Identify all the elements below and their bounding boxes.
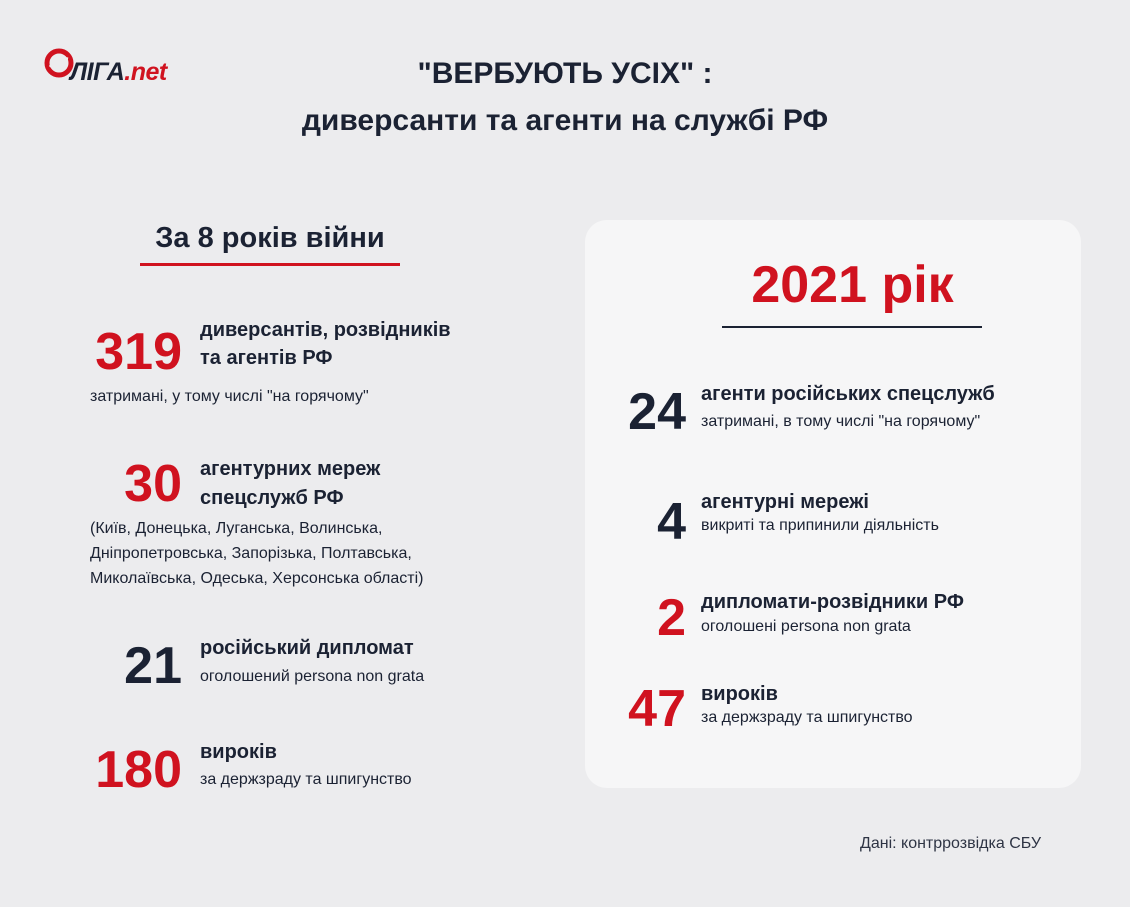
stat-description: викриті та припинили діяльність xyxy=(701,517,939,534)
stat-description-line1: (Київ, Донецька, Луганська, Волинська, xyxy=(90,520,383,537)
stat-label: агенти російських спецслужб xyxy=(701,383,995,405)
page-subtitle: диверсанти та агенти на службі РФ xyxy=(301,104,829,137)
stat-number-30: 30 xyxy=(124,455,182,513)
stat-description: оголошений persona non grata xyxy=(200,668,425,685)
stat-label-line1: диверсантів, розвідників xyxy=(200,319,451,341)
stat-description: за держзраду та шпигунство xyxy=(200,771,412,788)
page-title: "ВЕРБУЮТЬ УСІХ" : xyxy=(417,57,713,90)
stat-label: вироків xyxy=(200,741,277,763)
stat-number-21: 21 xyxy=(124,637,182,695)
logo-text-main: ЛІГА xyxy=(70,58,125,86)
data-source: Дані: контррозвідка СБУ xyxy=(860,835,1042,852)
stat-label: російський дипломат xyxy=(200,637,414,659)
stat-label-line2: спецслужб РФ xyxy=(200,487,344,509)
stat-number-47: 47 xyxy=(628,680,686,738)
stat-number-24: 24 xyxy=(628,383,686,441)
stat-number-180: 180 xyxy=(95,741,182,799)
logo-text-net: net xyxy=(130,58,167,86)
stat-label: дипломати-розвідники РФ xyxy=(701,591,964,613)
stat-label: вироків xyxy=(701,683,778,705)
left-heading: За 8 років війни xyxy=(155,222,385,254)
stat-description: затримані, в тому числі "на горячому" xyxy=(701,413,981,430)
stat-number-2: 2 xyxy=(657,589,686,647)
stat-description: затримані, у тому числі "на горячому" xyxy=(90,388,369,405)
stat-description: оголошені persona non grata xyxy=(701,618,911,635)
stat-description-line3: Миколаївська, Одеська, Херсонська області) xyxy=(90,570,424,587)
left-heading-underline xyxy=(140,263,400,266)
right-heading: 2021 рік xyxy=(751,256,954,314)
stat-number-4: 4 xyxy=(657,493,686,551)
stat-label-line1: агентурних мереж xyxy=(200,458,381,480)
stat-description-line2: Дніпропетровська, Запорізька, Полтавська, xyxy=(90,545,412,562)
stat-number-319: 319 xyxy=(95,323,182,381)
stat-description: за держзраду та шпигунство xyxy=(701,709,913,726)
logo-text-dot: . xyxy=(124,58,131,86)
stat-label: агентурні мережі xyxy=(701,491,869,513)
right-heading-underline xyxy=(722,326,982,328)
stat-label-line2: та агентів РФ xyxy=(200,347,333,369)
